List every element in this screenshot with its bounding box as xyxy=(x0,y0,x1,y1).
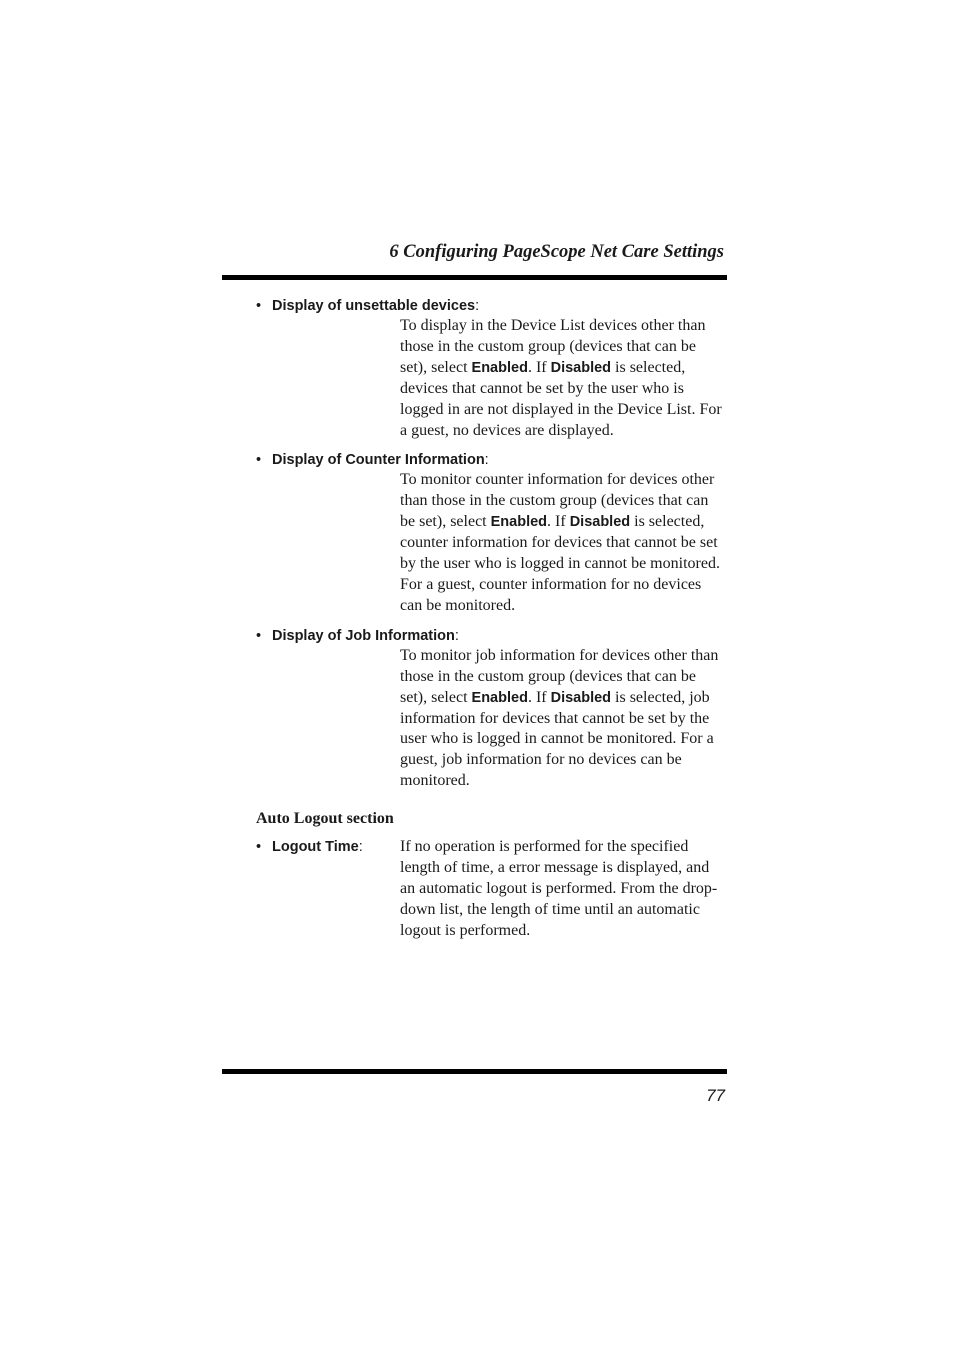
description-text: To display in the Device List devices other than those in the custom group (devices that can be set), select xyxy=(400,317,706,376)
description-text: is selected, counter information for devices that cannot be set by the user who is logged in cannot be monitored. For a guest, counter information for no devices can be monitored. xyxy=(400,513,720,614)
bullet: • xyxy=(256,298,262,314)
keyword-disabled: Disabled xyxy=(569,514,631,531)
description-text: To monitor counter information for devices other than those in the custom group (devices that can be set), select xyxy=(400,471,715,531)
keyword-enabled: Enabled xyxy=(471,689,528,706)
section-title-auto-logout: Auto Logout section xyxy=(256,810,394,828)
setting-term: Display of Job Information xyxy=(272,627,455,644)
bullet: • xyxy=(256,627,262,644)
term-colon: : xyxy=(484,452,489,469)
setting-description: If no operation is performed for the specified length of time, a error message is displayed, and an automatic logout is performed. From the drop-down list, the length of time until an automatic logout is performed. xyxy=(400,838,718,939)
keyword-enabled: Enabled xyxy=(471,359,528,376)
page-content xyxy=(256,296,726,951)
setting-term: Display of unsettable devices xyxy=(272,298,476,314)
description-text: is selected, devices that cannot be set by the user who is logged in are not displayed in the Device List. For a guest, no devices are displayed. xyxy=(400,358,722,439)
page-number: 77 xyxy=(706,1086,725,1105)
chapter-header: 6 Configuring PageScope Net Care Settings xyxy=(389,242,724,262)
setting-item-head xyxy=(256,296,726,316)
description-text: . If xyxy=(527,688,551,706)
term-colon: : xyxy=(475,298,480,314)
term-colon: : xyxy=(358,839,363,856)
setting-description xyxy=(400,316,726,441)
setting-item-job-information xyxy=(256,626,726,792)
keyword-disabled: Disabled xyxy=(550,689,612,706)
term-colon: : xyxy=(454,627,459,644)
footer-rule xyxy=(222,1069,727,1074)
setting-description xyxy=(400,470,726,616)
setting-item-unsettable-devices xyxy=(256,296,726,441)
setting-item-head xyxy=(256,450,726,470)
description-text: To monitor job information for devices other than those in the custom group (devices that can be set), select xyxy=(400,646,719,706)
bullet: • xyxy=(256,839,262,856)
header-rule xyxy=(222,275,727,280)
setting-description xyxy=(400,646,726,792)
setting-item-head xyxy=(256,837,363,857)
description-text: . If xyxy=(527,358,551,376)
setting-term: Logout Time xyxy=(272,839,359,856)
setting-item-counter-information xyxy=(256,450,726,616)
bullet: • xyxy=(256,452,262,469)
setting-item-logout-time xyxy=(256,837,726,942)
setting-item-head xyxy=(256,626,726,646)
description-text: is selected, job information for devices that cannot be set by the user who is logged in cannot be monitored. For a guest, job information for no devices can be monitored. xyxy=(400,688,714,790)
keyword-enabled: Enabled xyxy=(490,514,548,531)
description-text: . If xyxy=(547,513,570,531)
setting-term: Display of Counter Information xyxy=(272,452,485,469)
keyword-disabled: Disabled xyxy=(550,359,612,376)
